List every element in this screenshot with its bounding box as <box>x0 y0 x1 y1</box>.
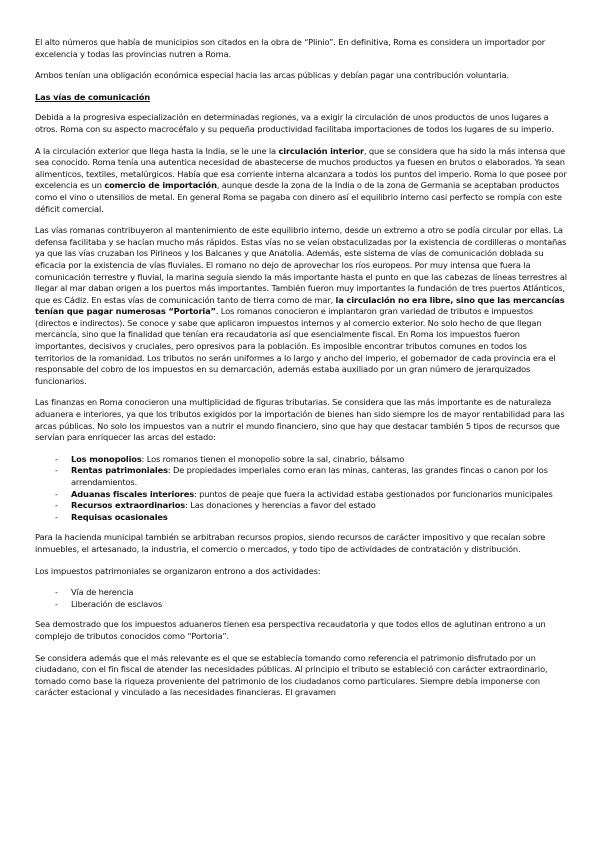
list-item-text: : puntos de peaje que fuera la actividad estaba gestionados por funcionarios municipales <box>194 488 553 499</box>
list-item-term: Aduanas fiscales interiores <box>71 488 194 499</box>
paragraph-aduaneros: Sea demostrado que los impuestos aduaneros tienen esa perspectiva recaudatoria y que todos ellos de aglutinan entrono a un complejo de tributos conocidos como “Portoria”. <box>35 619 546 641</box>
list-dash: - <box>55 465 58 476</box>
list-item-text: Liberación de esclavos <box>71 598 163 609</box>
paragraph-impuestos-patrimoniales: Los impuestos patrimoniales se organizaron entrono a dos actividades: <box>35 565 321 576</box>
text-run: , aunque desde la zona de la India o de la zona de Germania se aceptaban productos como el vino o utensilios de metal. En general Roma se pagaba con dinero así el equilibrio interno casi perfecto se rompía con este déficit comercial. <box>35 180 562 214</box>
list-item <box>35 489 568 501</box>
list-item-text: : Los romanos tienen el monopolio sobre la sal, cinabrio, bálsamo <box>141 453 405 464</box>
text-run: . Los romanos conocieron e implantaron gran variedad de tributos e impuestos (directos e indirectos). Se conoce y sabe que aplicaron impuestos internos y al comercio exterior. No solo hecho de que llegan mercancía, sino que la finalidad que tenían era recaudatoria así que esencialmente fiscal. En Roma los impuestos fueron importantes, decisivos y cruciales, pero opresivos para la población. Es imposible encontrar tributos comunes en todos los territorios de la romanidad. Los tributos no serán uniformes a lo largo y ancho del imperio, el gobernador de cada provincia era el responsable del cobro de los impuestos en su demarcación, además estaba auxiliado por un gran número de jerarquizados funcionarios. <box>35 306 556 386</box>
list-item <box>35 512 568 524</box>
list-dash: - <box>55 511 58 522</box>
list-dash: - <box>55 453 58 464</box>
paragraph-municipios: El alto números que había de municipios son citados en la obra de “Plinio”. En definitiva, Roma es considera un importador por excelencia y todas las provincias nutren a Roma. <box>35 37 546 59</box>
paragraph-hacienda-municipal: Para la hacienda municipal también se arbitraban recursos propios, siendo recursos de carácter impositivo y que recaían sobre inmuebles, el artesanado, la industria, el comercio o mercados, y todo tipo de actividades de contratación y distribución. <box>35 532 546 554</box>
list-dash: - <box>55 587 58 598</box>
paragraph-circulacion <box>35 146 568 216</box>
list-item <box>35 587 568 599</box>
list-item-text: : Las donaciones y herencias a favor del estado <box>185 500 376 511</box>
text-run: Las vías romanas contribuyeron al mantenimiento de este equilibrio interno, desde un extremo a otro se podía circular por ellas. La defensa facilitaba y se hacían mucho más rápidos. Estas vías no se veían obstaculizadas por la existencia de cordilleras o montañas ya que las vías cruzaban los Pirineos y los Balcanes y que Anatolia. Además, este sistema de vías de comunicación doblada su eficacia por la existencia de vías fluviales. El romano no dejo de aprovechar los ríos europeos. Por muy intensa que fuera la comunicación terrestre y fluvial, la marina seguía siendo la más importante hasta el punto en que las cabezas de líneas terrestres al llegar al mar daban origen a los puertos más importantes. También fueron muy importantes la fundación de tres puertos Atlánticos, que es Cádiz. En estas vías de comunicación tanto de tierra como de mar, <box>35 225 567 305</box>
list-item-term: Los monopolios <box>71 453 142 464</box>
bold-term-portoria: la circulación no era libre, sino que las mercancías tenían que pagar numerosas “Portoria” <box>35 294 565 317</box>
bold-term-circulacion-interior: circulación interior <box>278 145 364 156</box>
list-item <box>35 500 568 512</box>
text-run: , que se considera que ha sido la más intensa que sea conocido. Roma tenía una autentica necesidad de abastecerse de muchos productos ya fuesen en brutos o elaborados. Ya sean alimenticos, textiles, metalúrgicos. Había que esa corriente interna alcanzara a todos los puntos del imperio. Roma lo que posee por excelencia es un <box>35 145 567 191</box>
paragraph-especializacion: Debida a la progresiva especialización en determinadas regiones, va a exigir la circulación de unos productos de unos lugares a otros. Roma con su aspecto macrocéfalo y su pequeña productividad facilitaba importaciones de todos los lugares de su imperio. <box>35 112 554 134</box>
list-dash: - <box>55 500 58 511</box>
text-run: A la circulación exterior que llega hasta la India, se le une la <box>35 145 279 156</box>
paragraph-patrimonio: Se considera además que el más relevante es el que se establecía tomando como referencia el patrimonio disfrutado por un ciudadano, con el fin fiscal de atender las necesidades públicas. Al principio el tributo se estableció con carácter extraordinario, tomado como base la riqueza proveniente del patrimonio de los ciudadanos como particulares. Siempre debía imponerse con carácter estacional y vinculado a las necesidades financieras. El gravamen <box>35 652 548 698</box>
list-item-text: Vía de herencia <box>71 587 134 598</box>
list-item-text: : De propiedades imperiales como eran las minas, canteras, las grandes fincas o canon por los arrendamientos. <box>71 465 548 487</box>
document-body <box>35 37 568 709</box>
list-item-term: Requisas ocasionales <box>71 511 168 522</box>
actividades-list <box>35 587 568 610</box>
list-item-term: Rentas patrimoniales <box>71 465 168 476</box>
list-dash: - <box>55 598 58 609</box>
list-item <box>35 599 568 611</box>
paragraph-obligacion: Ambos tenían una obligación económica especial hacia las arcas públicas y debían pagar una contribución voluntaria. <box>35 70 510 81</box>
recursos-list <box>35 454 568 524</box>
bold-term-comercio-importacion: comercio de importación <box>104 180 217 191</box>
list-dash: - <box>55 488 58 499</box>
paragraph-finanzas: Las finanzas en Roma conocieron una multiplicidad de figuras tributarias. Se considera que las más importante es de naturaleza aduanera e interiores, ya que los tributos exigidos por la importación de bienes han sido siempre los de mayor rentabilidad para las arcas públicas. No solo los impuestos van a nutrir el mundo financiero, sino que hay que destacar también 5 tipos de recursos que servían para enriquecer las arcas del estado: <box>35 397 565 443</box>
paragraph-vias-romanas <box>35 225 568 387</box>
list-item-term: Recursos extraordinarios <box>71 500 186 511</box>
list-item <box>35 454 568 466</box>
section-heading: Las vías de comunicación <box>35 91 151 102</box>
list-item <box>35 465 568 488</box>
